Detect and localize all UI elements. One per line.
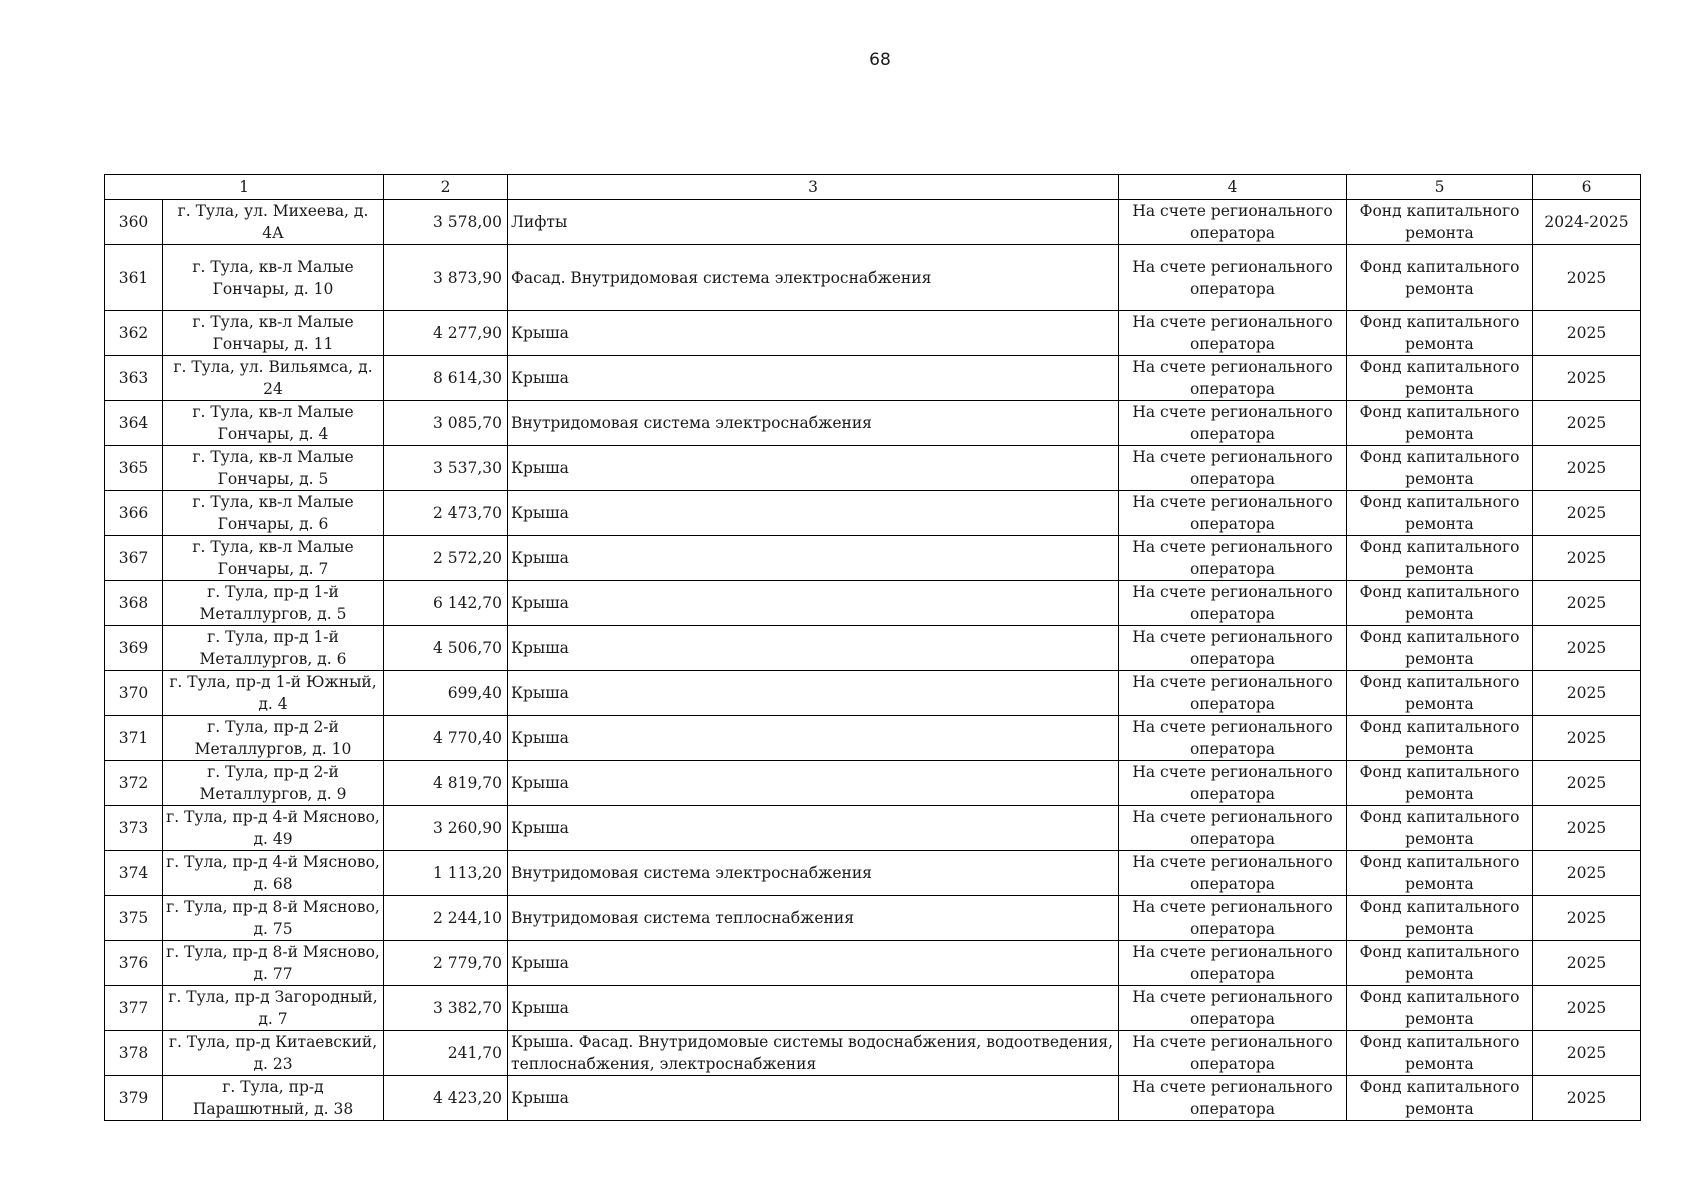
column-header-1: 1 [105, 175, 384, 200]
address-cell: г. Тула, ул. Вильямса, д. 24 [163, 356, 384, 401]
area-cell: 2 473,70 [384, 491, 508, 536]
work-type-cell: Крыша [508, 491, 1119, 536]
column-header-3: 3 [508, 175, 1119, 200]
address-cell: г. Тула, кв-л Малые Гончары, д. 11 [163, 311, 384, 356]
account-cell: На счете регионального оператора [1119, 806, 1347, 851]
area-cell: 2 572,20 [384, 536, 508, 581]
row-number: 365 [105, 446, 163, 491]
period-cell: 2025 [1533, 446, 1641, 491]
work-type-cell: Крыша [508, 581, 1119, 626]
area-cell: 2 779,70 [384, 941, 508, 986]
funding-source-cell: Фонд капитального ремонта [1347, 626, 1533, 671]
period-cell: 2025 [1533, 896, 1641, 941]
funding-source-cell: Фонд капитального ремонта [1347, 716, 1533, 761]
period-cell: 2025 [1533, 356, 1641, 401]
account-cell: На счете регионального оператора [1119, 1076, 1347, 1121]
area-cell: 4 506,70 [384, 626, 508, 671]
funding-source-cell: Фонд капитального ремонта [1347, 806, 1533, 851]
area-cell: 2 244,10 [384, 896, 508, 941]
table-row [105, 536, 1641, 581]
work-type-cell: Крыша [508, 536, 1119, 581]
page-number: 68 [869, 50, 891, 70]
account-cell: На счете регионального оператора [1119, 671, 1347, 716]
address-cell: г. Тула, кв-л Малые Гончары, д. 7 [163, 536, 384, 581]
row-number: 376 [105, 941, 163, 986]
period-cell: 2025 [1533, 626, 1641, 671]
row-number: 372 [105, 761, 163, 806]
work-type-cell: Крыша [508, 626, 1119, 671]
work-type-cell: Крыша [508, 311, 1119, 356]
period-cell: 2025 [1533, 581, 1641, 626]
account-cell: На счете регионального оператора [1119, 245, 1347, 311]
period-cell: 2025 [1533, 671, 1641, 716]
area-cell: 699,40 [384, 671, 508, 716]
account-cell: На счете регионального оператора [1119, 536, 1347, 581]
address-cell: г. Тула, пр-д 1-й Южный, д. 4 [163, 671, 384, 716]
work-type-cell: Внутридомовая система электроснабжения [508, 401, 1119, 446]
address-cell: г. Тула, пр-д 1-й Металлургов, д. 5 [163, 581, 384, 626]
table-row [105, 245, 1641, 311]
table-row [105, 986, 1641, 1031]
area-cell: 4 770,40 [384, 716, 508, 761]
area-cell: 4 819,70 [384, 761, 508, 806]
work-type-cell: Крыша [508, 1076, 1119, 1121]
row-number: 371 [105, 716, 163, 761]
period-cell: 2025 [1533, 491, 1641, 536]
account-cell: На счете регионального оператора [1119, 986, 1347, 1031]
funding-source-cell: Фонд капитального ремонта [1347, 941, 1533, 986]
table-row [105, 851, 1641, 896]
address-cell: г. Тула, кв-л Малые Гончары, д. 10 [163, 245, 384, 311]
work-type-cell: Внутридомовая система теплоснабжения [508, 896, 1119, 941]
period-cell: 2025 [1533, 1076, 1641, 1121]
area-cell: 241,70 [384, 1031, 508, 1076]
account-cell: На счете регионального оператора [1119, 311, 1347, 356]
period-cell: 2025 [1533, 806, 1641, 851]
account-cell: На счете регионального оператора [1119, 851, 1347, 896]
address-cell: г. Тула, ул. Михеева, д. 4А [163, 200, 384, 245]
funding-source-cell: Фонд капитального ремонта [1347, 581, 1533, 626]
address-cell: г. Тула, пр-д Загородный, д. 7 [163, 986, 384, 1031]
address-cell: г. Тула, кв-л Малые Гончары, д. 4 [163, 401, 384, 446]
account-cell: На счете регионального оператора [1119, 356, 1347, 401]
funding-source-cell: Фонд капитального ремонта [1347, 245, 1533, 311]
table-row [105, 941, 1641, 986]
address-cell: г. Тула, пр-д 8-й Мясново, д. 77 [163, 941, 384, 986]
work-type-cell: Крыша [508, 941, 1119, 986]
table-row [105, 671, 1641, 716]
period-cell: 2025 [1533, 716, 1641, 761]
table-row [105, 896, 1641, 941]
account-cell: На счете регионального оператора [1119, 491, 1347, 536]
row-number: 366 [105, 491, 163, 536]
repair-schedule-table [104, 174, 1641, 1121]
row-number: 363 [105, 356, 163, 401]
address-cell: г. Тула, пр-д 4-й Мясново, д. 49 [163, 806, 384, 851]
account-cell: На счете регионального оператора [1119, 1031, 1347, 1076]
table-row [105, 356, 1641, 401]
table-row [105, 491, 1641, 536]
funding-source-cell: Фонд капитального ремонта [1347, 200, 1533, 245]
row-number: 368 [105, 581, 163, 626]
period-cell: 2025 [1533, 986, 1641, 1031]
address-cell: г. Тула, кв-л Малые Гончары, д. 6 [163, 491, 384, 536]
work-type-cell: Крыша [508, 356, 1119, 401]
account-cell: На счете регионального оператора [1119, 896, 1347, 941]
row-number: 379 [105, 1076, 163, 1121]
column-header-2: 2 [384, 175, 508, 200]
period-cell: 2025 [1533, 761, 1641, 806]
funding-source-cell: Фонд капитального ремонта [1347, 356, 1533, 401]
table-row [105, 200, 1641, 245]
address-cell: г. Тула, пр-д 2-й Металлургов, д. 10 [163, 716, 384, 761]
area-cell: 3 537,30 [384, 446, 508, 491]
account-cell: На счете регионального оператора [1119, 626, 1347, 671]
period-cell: 2025 [1533, 1031, 1641, 1076]
account-cell: На счете регионального оператора [1119, 401, 1347, 446]
table-row [105, 446, 1641, 491]
funding-source-cell: Фонд капитального ремонта [1347, 401, 1533, 446]
row-number: 374 [105, 851, 163, 896]
work-type-cell: Крыша [508, 716, 1119, 761]
area-cell: 8 614,30 [384, 356, 508, 401]
area-cell: 6 142,70 [384, 581, 508, 626]
funding-source-cell: Фонд капитального ремонта [1347, 536, 1533, 581]
period-cell: 2025 [1533, 245, 1641, 311]
area-cell: 3 260,90 [384, 806, 508, 851]
column-header-5: 5 [1347, 175, 1533, 200]
funding-source-cell: Фонд капитального ремонта [1347, 761, 1533, 806]
row-number: 377 [105, 986, 163, 1031]
row-number: 360 [105, 200, 163, 245]
table-row [105, 311, 1641, 356]
table-body [105, 200, 1641, 1121]
table-row [105, 716, 1641, 761]
work-type-cell: Крыша [508, 986, 1119, 1031]
work-type-cell: Крыша. Фасад. Внутридомовые системы водоснабжения, водоотведения, теплоснабжения, электроснабжения [508, 1031, 1119, 1076]
work-type-cell: Крыша [508, 806, 1119, 851]
period-cell: 2024-2025 [1533, 200, 1641, 245]
address-cell: г. Тула, пр-д 8-й Мясново, д. 75 [163, 896, 384, 941]
period-cell: 2025 [1533, 311, 1641, 356]
funding-source-cell: Фонд капитального ремонта [1347, 491, 1533, 536]
row-number: 361 [105, 245, 163, 311]
account-cell: На счете регионального оператора [1119, 761, 1347, 806]
area-cell: 3 578,00 [384, 200, 508, 245]
row-number: 373 [105, 806, 163, 851]
address-cell: г. Тула, пр-д Китаевский, д. 23 [163, 1031, 384, 1076]
area-cell: 3 873,90 [384, 245, 508, 311]
funding-source-cell: Фонд капитального ремонта [1347, 851, 1533, 896]
work-type-cell: Внутридомовая система электроснабжения [508, 851, 1119, 896]
funding-source-cell: Фонд капитального ремонта [1347, 311, 1533, 356]
address-cell: г. Тула, кв-л Малые Гончары, д. 5 [163, 446, 384, 491]
table-row [105, 1076, 1641, 1121]
address-cell: г. Тула, пр-д 1-й Металлургов, д. 6 [163, 626, 384, 671]
row-number: 362 [105, 311, 163, 356]
table-row [105, 401, 1641, 446]
funding-source-cell: Фонд капитального ремонта [1347, 446, 1533, 491]
period-cell: 2025 [1533, 941, 1641, 986]
area-cell: 3 382,70 [384, 986, 508, 1031]
row-number: 375 [105, 896, 163, 941]
address-cell: г. Тула, пр-д Парашютный, д. 38 [163, 1076, 384, 1121]
work-type-cell: Крыша [508, 761, 1119, 806]
row-number: 370 [105, 671, 163, 716]
work-type-cell: Фасад. Внутридомовая система электроснабжения [508, 245, 1119, 311]
row-number: 367 [105, 536, 163, 581]
area-cell: 1 113,20 [384, 851, 508, 896]
table-row [105, 626, 1641, 671]
work-type-cell: Крыша [508, 446, 1119, 491]
area-cell: 4 423,20 [384, 1076, 508, 1121]
period-cell: 2025 [1533, 401, 1641, 446]
work-type-cell: Крыша [508, 671, 1119, 716]
period-cell: 2025 [1533, 536, 1641, 581]
account-cell: На счете регионального оператора [1119, 446, 1347, 491]
funding-source-cell: Фонд капитального ремонта [1347, 1031, 1533, 1076]
table-row [105, 1031, 1641, 1076]
address-cell: г. Тула, пр-д 2-й Металлургов, д. 9 [163, 761, 384, 806]
header-row [105, 175, 1641, 200]
column-header-6: 6 [1533, 175, 1641, 200]
column-header-4: 4 [1119, 175, 1347, 200]
table-row [105, 806, 1641, 851]
row-number: 378 [105, 1031, 163, 1076]
row-number: 364 [105, 401, 163, 446]
table-row [105, 581, 1641, 626]
funding-source-cell: Фонд капитального ремонта [1347, 1076, 1533, 1121]
table-row [105, 761, 1641, 806]
funding-source-cell: Фонд капитального ремонта [1347, 896, 1533, 941]
account-cell: На счете регионального оператора [1119, 716, 1347, 761]
account-cell: На счете регионального оператора [1119, 581, 1347, 626]
account-cell: На счете регионального оператора [1119, 200, 1347, 245]
funding-source-cell: Фонд капитального ремонта [1347, 671, 1533, 716]
row-number: 369 [105, 626, 163, 671]
work-type-cell: Лифты [508, 200, 1119, 245]
funding-source-cell: Фонд капитального ремонта [1347, 986, 1533, 1031]
area-cell: 4 277,90 [384, 311, 508, 356]
area-cell: 3 085,70 [384, 401, 508, 446]
address-cell: г. Тула, пр-д 4-й Мясново, д. 68 [163, 851, 384, 896]
period-cell: 2025 [1533, 851, 1641, 896]
account-cell: На счете регионального оператора [1119, 941, 1347, 986]
